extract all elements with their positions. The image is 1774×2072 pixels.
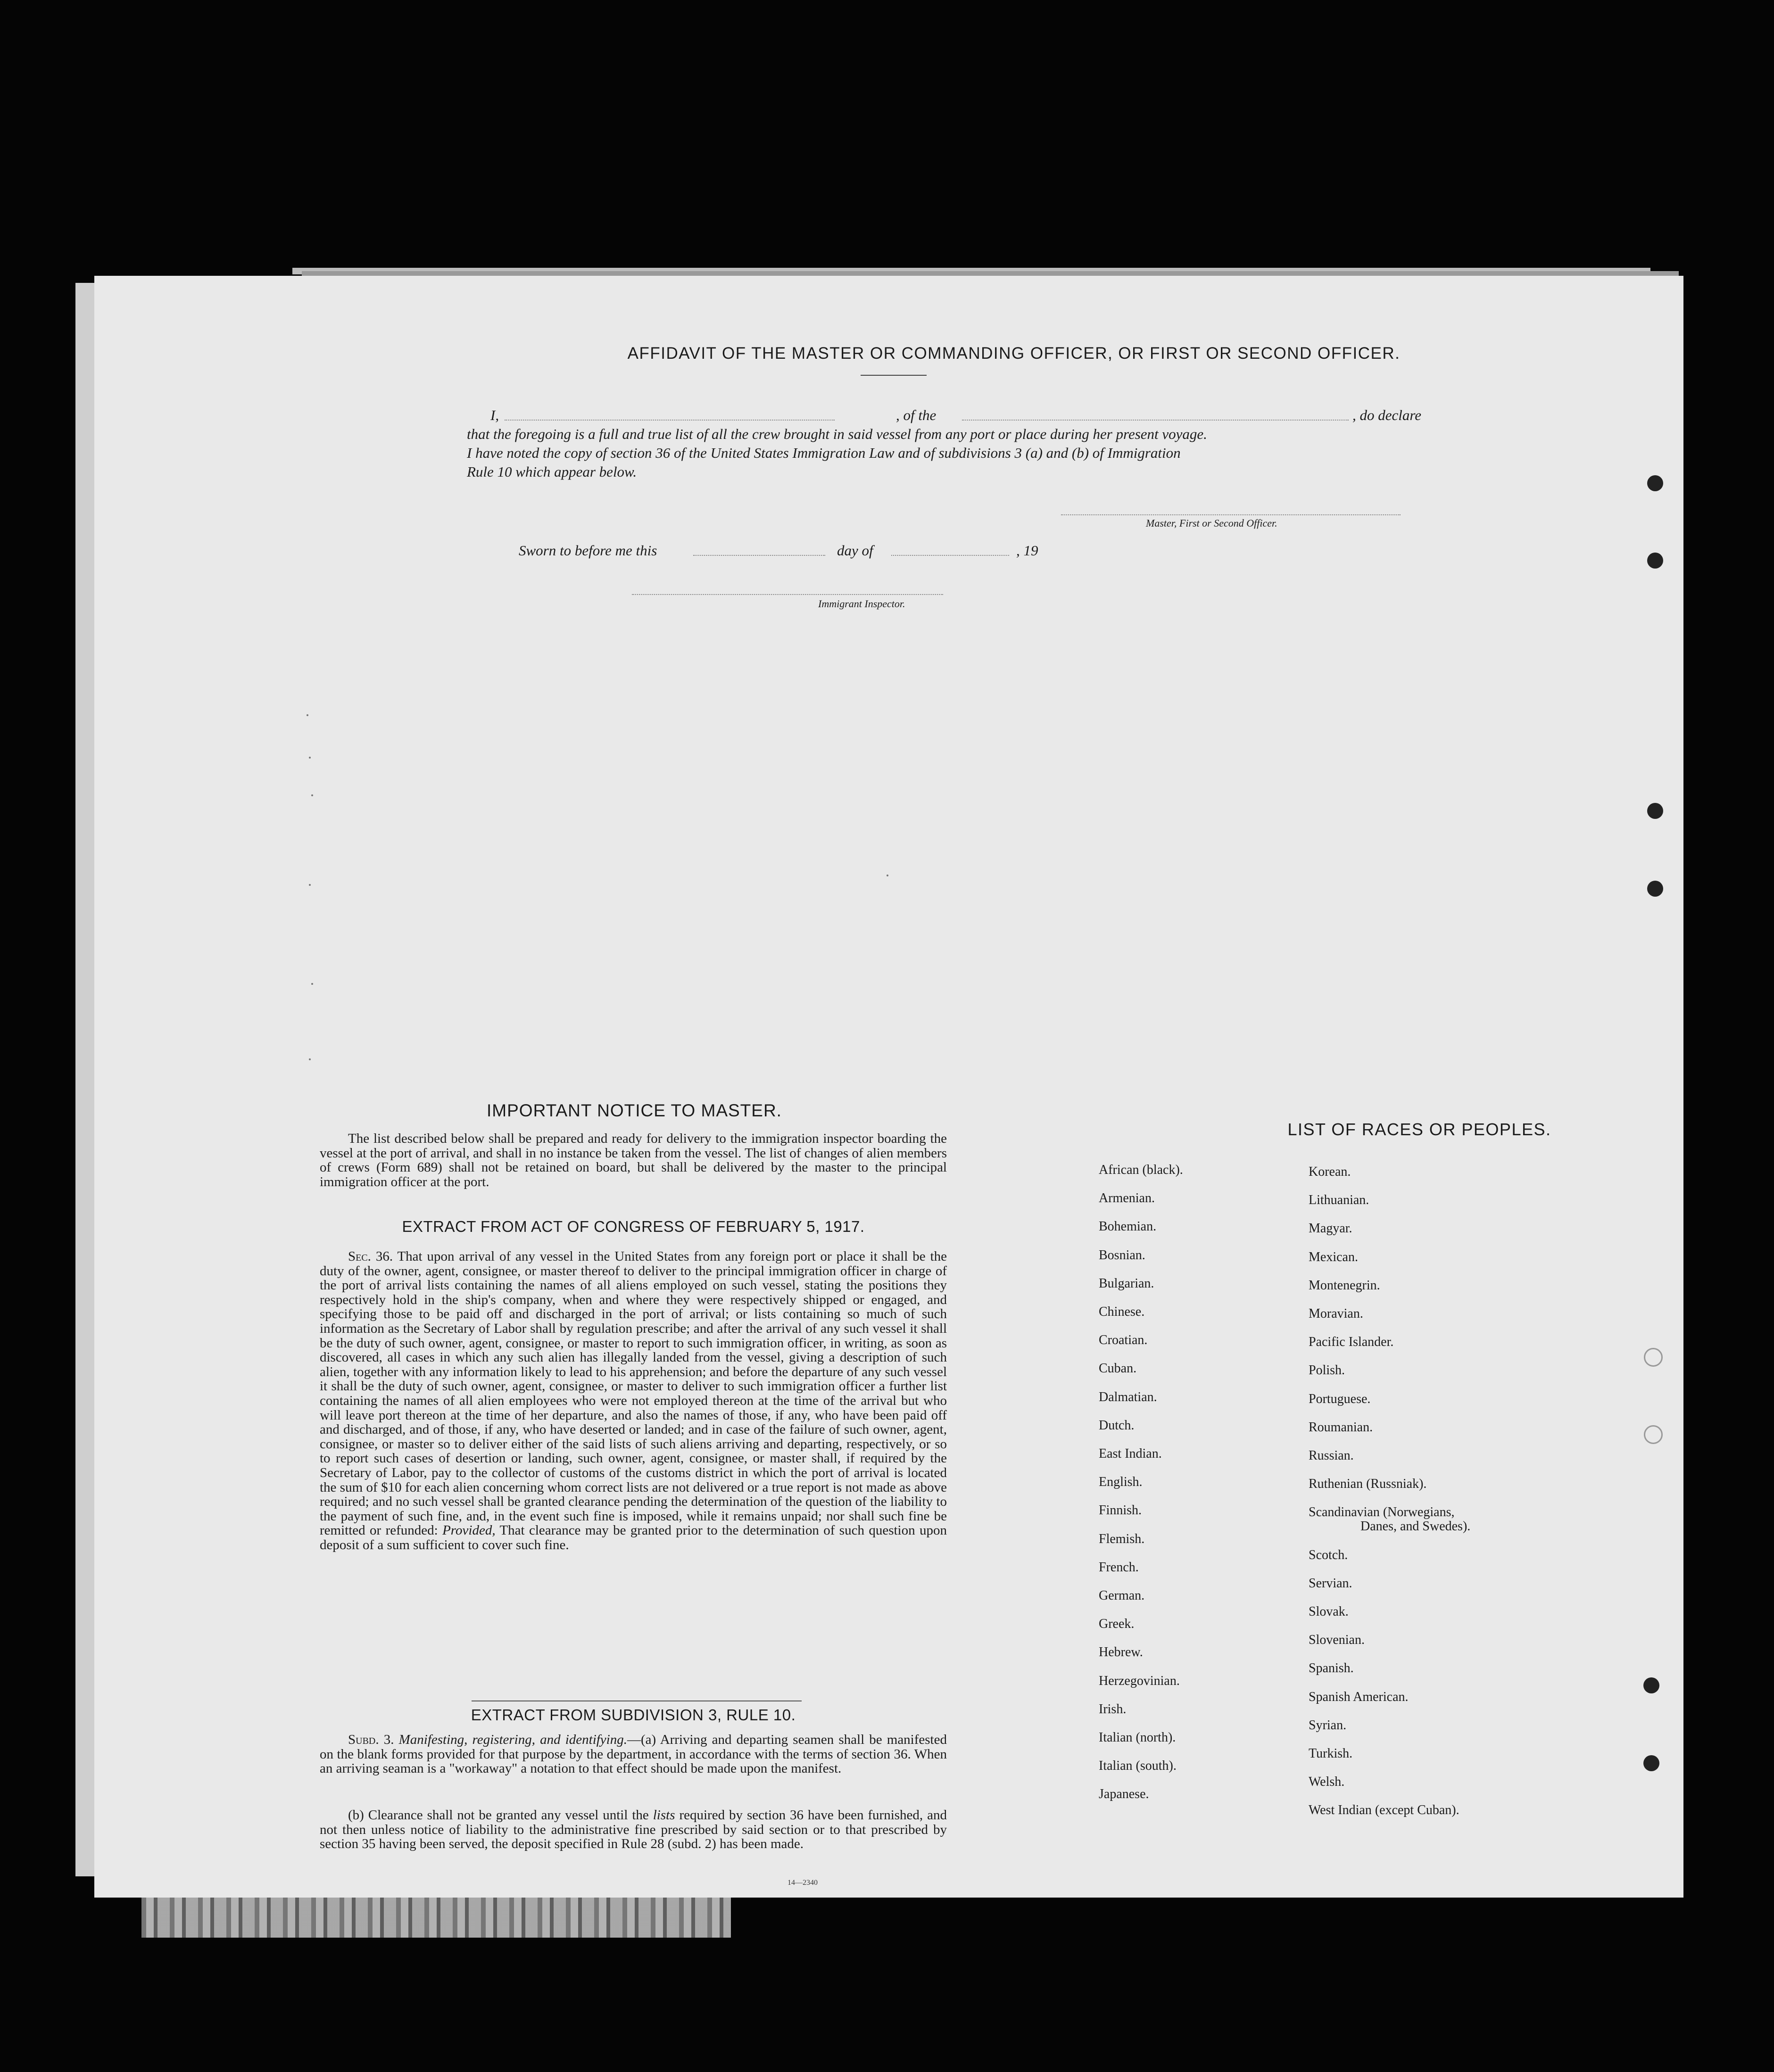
vessel-name-blank: [962, 420, 1349, 421]
race-left-item: Croatian.: [1099, 1333, 1148, 1348]
race-left-item: German.: [1099, 1588, 1145, 1603]
declaration-line-3: I have noted the copy of section 36 of the United States Immigration Law and of subdivisions 3 (a) and (b) of Immigration: [467, 445, 1181, 461]
race-left-item: Hebrew.: [1099, 1645, 1143, 1660]
race-left-item: Armenian.: [1099, 1191, 1155, 1206]
speck: [311, 983, 313, 985]
declaration-line-2: that the foregoing is a full and true list of all the crew brought in said vessel from any port or place during her present voyage.: [467, 426, 1207, 442]
punch-hole: [1647, 881, 1663, 897]
punch-hole: [1643, 1755, 1659, 1771]
race-left-item: Cuban.: [1099, 1361, 1137, 1376]
race-right-item: Portuguese.: [1309, 1391, 1371, 1406]
lists-word: lists: [653, 1808, 675, 1823]
manifest-sheet: [94, 276, 1683, 1898]
punch-hole: [1643, 1677, 1659, 1693]
master-signature-line: [1061, 514, 1401, 515]
race-left-item: Italian (south).: [1099, 1758, 1177, 1774]
affidavit-title: AFFIDAVIT OF THE MASTER OR COMMANDING OFFICER, OR FIRST OR SECOND OFFICER.: [627, 344, 1401, 363]
race-left-item: Italian (north).: [1099, 1730, 1176, 1745]
section-36-body: That upon arrival of any vessel in the United States from any foreign port or place it shall be the duty of the owner, agent, consignee, or master thereof to deliver to the principal immigration officer in charge of the port of arrival lists containing the names of all aliens employed on such vessel, stating the positions they respectively hold in the ship's company, when and where they were respectively shipped or engaged, and specifying those to be paid off and discharged in the port of arrival; or lists containing so much of such information as the Secretary of Labor shall by regulation prescribe; and after the arrival of any such vessel it shall be the duty of such owner, agent, consignee, or master to report to such immigration officer, in writing, as soon as discovered, all cases in which any such alien has illegally landed from the vessel, giving a description of such alien, together with any information likely to lead to his apprehension; and before the departure of any such vessel it shall be the duty of such owner, agent, consignee, or master to deliver to such immigration officer a further list containing the names of all alien employees who were not employed thereon at the time of the arrival but who will leave port thereon at the time of her departure, and also the names of those, if any, who have been paid off and discharged, and of those, if any, who have deserted or landed; and in case of the failure of such owner, agent, consignee, or master so to deliver either of the said lists of such aliens arriving and departing, respectively, or so to report such cases of desertion or landing, such owner, agent, consignee, or master shall, if required by the Secretary of Labor, pay to the collector of customs of the customs district in which the port of arrival is located the sum of $10 for each alien concerning whom correct lists are not delivered or a true report is not made as above required; and no such vessel shall be granted clearance pending the determination of the question of the liability to the payment of such fine, and, in the event such fine is imposed, while it remains unpaid; nor shall such fine be remitted or refunded:: [320, 1249, 947, 1538]
subdivision-3-b: [320, 1808, 947, 1851]
race-right-item: Lithuanian.: [1309, 1193, 1369, 1208]
page-stack-edge: [302, 271, 1679, 276]
punch-hole: [1644, 1348, 1663, 1367]
race-left-item: Bulgarian.: [1099, 1276, 1154, 1291]
extract-act-heading: EXTRACT FROM ACT OF CONGRESS OF FEBRUARY 5, 1917.: [402, 1218, 865, 1235]
race-right-item: Welsh.: [1309, 1775, 1345, 1790]
race-right-item: Slovenian.: [1309, 1633, 1365, 1648]
day-of-label: day of: [837, 542, 873, 559]
race-right-item: Spanish.: [1309, 1661, 1354, 1676]
section-36-text: [320, 1249, 947, 1552]
subdivision-b-body-start: (b) Clearance shall not be granted any vessel until the: [348, 1808, 649, 1823]
punch-hole: [1647, 475, 1663, 491]
races-title: LIST OF RACES OR PEOPLES.: [1287, 1120, 1551, 1139]
inspector-signature-line: [632, 594, 943, 595]
punch-hole: [1647, 553, 1663, 569]
race-right-item: Syrian.: [1309, 1717, 1347, 1733]
speck: [307, 714, 308, 716]
race-right-item: Mexican.: [1309, 1249, 1358, 1264]
race-left-item: Dalmatian.: [1099, 1389, 1157, 1404]
race-left-item: Irish.: [1099, 1701, 1127, 1717]
speck: [887, 875, 888, 876]
race-right-item: Scotch.: [1309, 1547, 1348, 1562]
page-stack-edge: [75, 283, 94, 1876]
declaration-line-4: Rule 10 which appear below.: [467, 463, 637, 480]
torn-page-strip: [141, 1895, 731, 1938]
race-left-item: Finnish.: [1099, 1503, 1142, 1518]
section-36-body-end: That clearance may be granted prior to the determination of such question upon deposit of a sum sufficient to cover such fine.: [320, 1523, 947, 1552]
race-right-item: Ruthenian (Russniak).: [1309, 1477, 1427, 1492]
speck: [309, 1058, 311, 1060]
notice-body: The list described below shall be prepared and ready for delivery to the immigration inspector boarding the vessel at the port of arrival, and shall in no instance be taken from the vessel. The list of changes of alien members of crews (Form 689) shall not be retained on board, but shall be delivered by the master to the principal immigration officer at the port.: [320, 1131, 947, 1189]
race-left-item: Herzegovinian.: [1099, 1673, 1180, 1688]
year-label: , 19: [1016, 542, 1038, 559]
race-left-item: Chinese.: [1099, 1304, 1145, 1319]
extract-rule-heading: EXTRACT FROM SUBDIVISION 3, RULE 10.: [471, 1706, 796, 1724]
section-36-label: Sec. 36.: [348, 1249, 393, 1264]
race-left-item: Flemish.: [1099, 1531, 1145, 1546]
race-right-item: West Indian (except Cuban).: [1309, 1803, 1459, 1818]
race-left-item: French.: [1099, 1560, 1139, 1575]
race-right-item: Spanish American.: [1309, 1689, 1409, 1704]
sworn-month-blank: [891, 555, 1009, 556]
speck: [309, 884, 311, 886]
race-right-item: Pacific Islander.: [1309, 1335, 1394, 1350]
race-left-item: African (black).: [1099, 1163, 1183, 1177]
declarant-name-blank: [505, 420, 835, 421]
race-right-item: Turkish.: [1309, 1746, 1353, 1761]
do-declare-label: , do declare: [1352, 407, 1422, 423]
notice-title: IMPORTANT NOTICE TO MASTER.: [487, 1101, 782, 1120]
form-number: 14—2340: [788, 1879, 818, 1887]
declarant-label: I,: [490, 407, 499, 423]
race-right-item: Servian.: [1309, 1576, 1352, 1591]
race-right-item: Magyar.: [1309, 1221, 1352, 1236]
race-right-item: Roumanian.: [1309, 1420, 1373, 1435]
sworn-label: Sworn to before me this: [519, 542, 657, 559]
speck: [311, 794, 313, 796]
race-left-item: Bohemian.: [1099, 1219, 1157, 1234]
race-right-item: Polish.: [1309, 1363, 1345, 1378]
race-right-item: Scandinavian (Norwegians,: [1309, 1505, 1455, 1520]
race-left-item: Greek.: [1099, 1617, 1135, 1632]
race-right-item: Korean.: [1309, 1164, 1351, 1179]
sworn-day-blank: [693, 555, 825, 556]
provided-word: Provided,: [442, 1523, 496, 1538]
race-left-item: Bosnian.: [1099, 1247, 1145, 1263]
race-right-item: Moravian.: [1309, 1306, 1363, 1321]
race-right-item: Montenegrin.: [1309, 1278, 1380, 1293]
race-right-item: Danes, and Swedes).: [1360, 1519, 1471, 1534]
punch-hole: [1647, 803, 1663, 819]
punch-hole: [1644, 1425, 1663, 1444]
subdivision-b-body-end: required by section 36 have been furnished, and not then unless notice of liability to the administrative fine prescribed by said section or to that prescribed by section 35 having been served, the deposit specified in Rule 28 (subd. 2) has been made.: [320, 1808, 947, 1852]
inspector-signature-label: Immigrant Inspector.: [818, 598, 905, 610]
race-left-item: East Indian.: [1099, 1446, 1162, 1461]
speck: [309, 757, 311, 759]
race-left-item: Japanese.: [1099, 1787, 1149, 1802]
subdivision-label: Subd. 3.: [348, 1732, 394, 1747]
subdivision-3-a: [320, 1733, 947, 1776]
race-right-item: Russian.: [1309, 1448, 1354, 1463]
subdivision-a-body: —(a) Arriving and departing seamen shall be manifested on the blank forms provided for that purpose by the department, in accordance with the terms of section 36. When an arriving seaman is a "workaway" a notation to that effect should be made upon the manifest.: [320, 1732, 947, 1776]
race-left-item: Dutch.: [1099, 1418, 1135, 1433]
race-left-item: English.: [1099, 1475, 1143, 1490]
race-right-item: Slovak.: [1309, 1604, 1349, 1619]
title-rule: [861, 375, 927, 376]
subdivision-title: Manifesting, registering, and identifying.: [398, 1732, 627, 1747]
of-the-label: , of the: [896, 407, 937, 423]
master-signature-label: Master, First or Second Officer.: [1146, 517, 1277, 529]
